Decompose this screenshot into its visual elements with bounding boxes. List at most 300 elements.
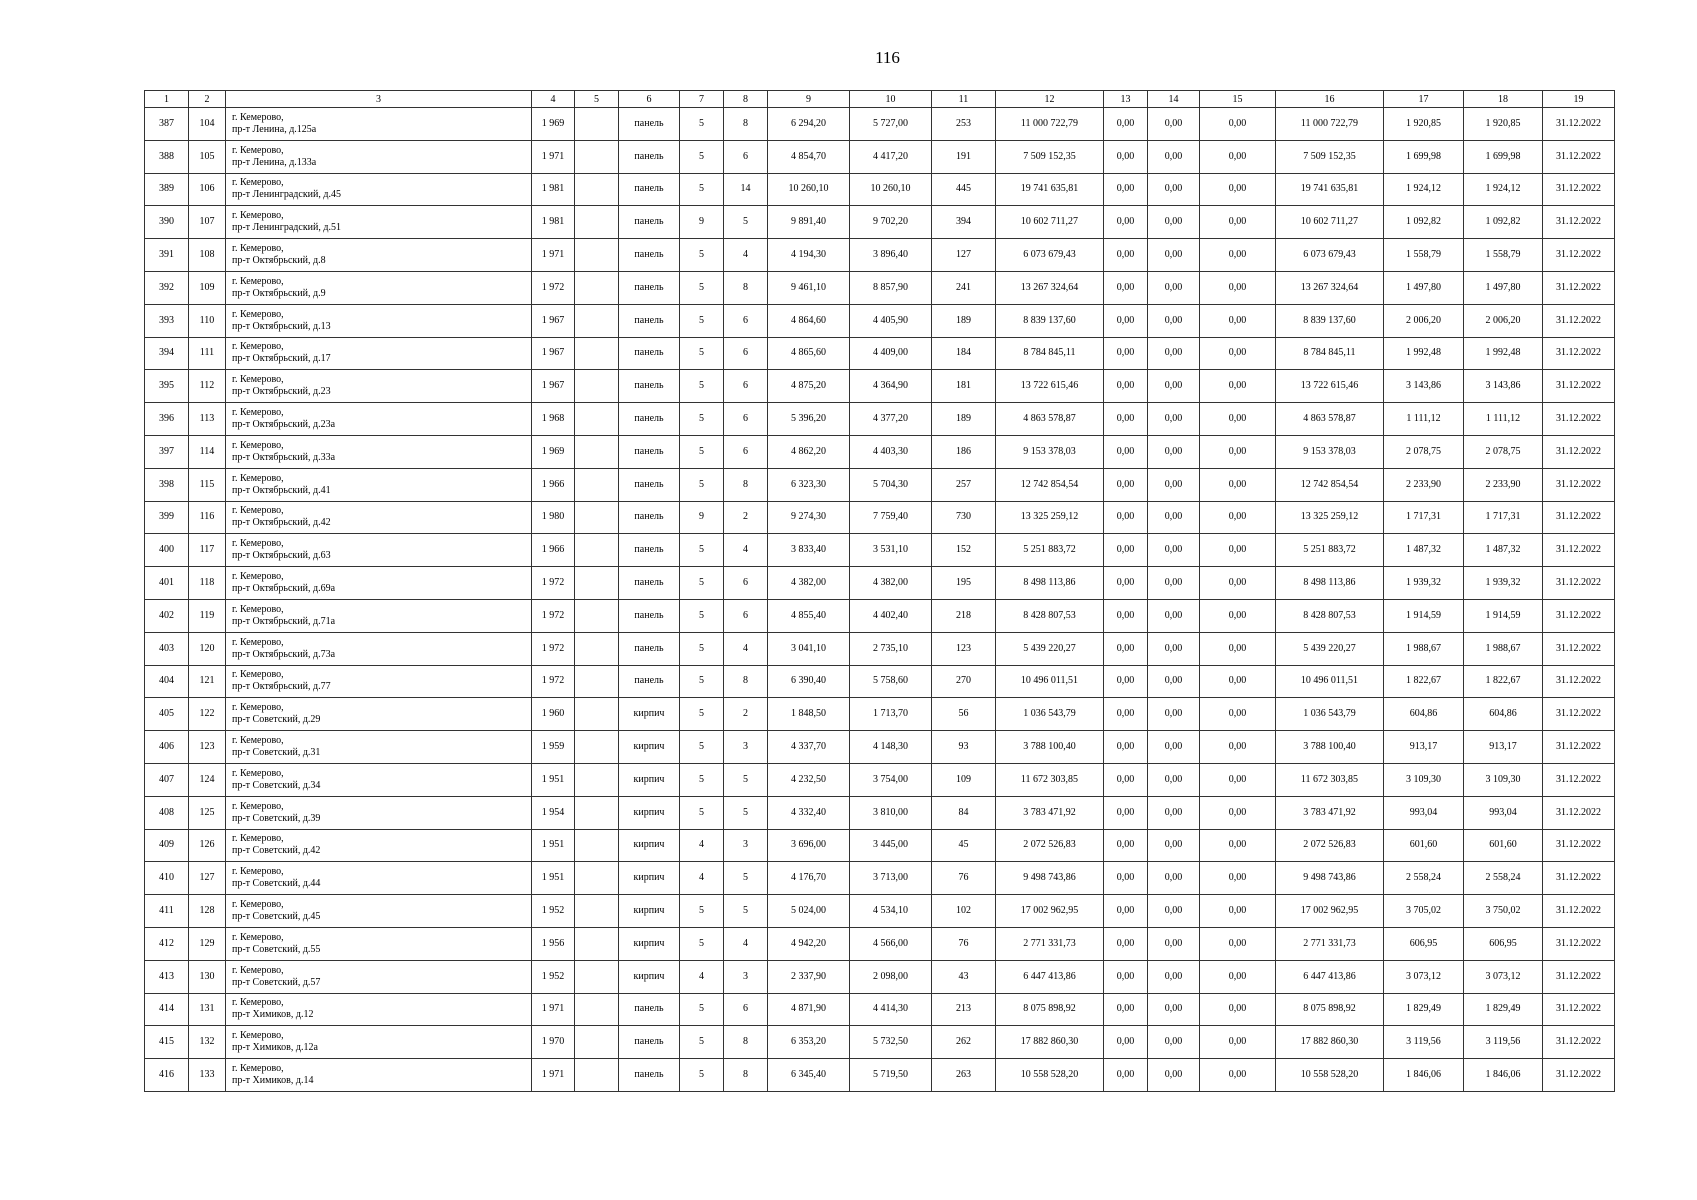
max-cost-per-sqm-cell: 3 073,12 [1464,960,1543,993]
address-city: г. Кемерово, [232,669,284,681]
living-area-cell: 1 713,70 [850,698,932,731]
row-number-cell: 410 [145,862,189,895]
address-street: пр-т Ленинградский, д.51 [232,222,341,234]
address-cell [226,304,532,337]
column-15-cell: 0,00 [1200,304,1276,337]
year-built-cell: 1 954 [532,796,575,829]
address-city: г. Кемерово, [232,571,284,583]
floors-cell: 4 [680,862,724,895]
column-15-cell: 0,00 [1200,140,1276,173]
local-number-cell: 112 [189,370,226,403]
address-cell [226,960,532,993]
total-area-cell: 9 461,10 [768,271,850,304]
column-15-cell: 0,00 [1200,370,1276,403]
residents-cell: 102 [932,895,996,928]
total-cost-cell: 12 742 854,54 [996,468,1104,501]
local-number-cell: 115 [189,468,226,501]
cost-sum-cell: 13 325 259,12 [1276,501,1384,534]
column-header-4: 4 [532,91,575,108]
row-number-cell: 401 [145,567,189,600]
address-cell [226,108,532,141]
year-built-cell: 1 952 [532,895,575,928]
total-area-cell: 4 855,40 [768,599,850,632]
living-area-cell: 5 719,50 [850,1059,932,1092]
total-area-cell: 4 332,40 [768,796,850,829]
max-cost-per-sqm-cell: 3 119,56 [1464,1026,1543,1059]
living-area-cell: 5 727,00 [850,108,932,141]
residents-cell: 189 [932,403,996,436]
address-city: г. Кемерово, [232,931,284,943]
address-street: пр-т Октябрьский, д.73а [232,648,336,660]
entrances-cell: 6 [724,435,768,468]
residents-cell: 263 [932,1059,996,1092]
column-14-cell: 0,00 [1148,271,1200,304]
completion-date-cell: 31.12.2022 [1543,731,1615,764]
column-5-cell [575,173,619,206]
floors-cell: 9 [680,206,724,239]
residents-cell: 213 [932,993,996,1026]
living-area-cell: 9 702,20 [850,206,932,239]
table-row [145,239,1615,272]
wall-material-cell: панель [619,239,680,272]
column-13-cell: 0,00 [1104,665,1148,698]
column-13-cell: 0,00 [1104,993,1148,1026]
row-number-cell: 405 [145,698,189,731]
cost-per-sqm-cell: 1 939,32 [1384,567,1464,600]
total-area-cell: 4 194,30 [768,239,850,272]
table-row [145,140,1615,173]
table-row [145,763,1615,796]
total-area-cell: 9 891,40 [768,206,850,239]
column-14-cell: 0,00 [1148,534,1200,567]
residents-cell: 123 [932,632,996,665]
cost-sum-cell: 8 498 113,86 [1276,567,1384,600]
living-area-cell: 3 531,10 [850,534,932,567]
column-13-cell: 0,00 [1104,271,1148,304]
entrances-cell: 8 [724,468,768,501]
living-area-cell: 10 260,10 [850,173,932,206]
completion-date-cell: 31.12.2022 [1543,501,1615,534]
year-built-cell: 1 981 [532,173,575,206]
column-14-cell: 0,00 [1148,993,1200,1026]
cost-sum-cell: 8 784 845,11 [1276,337,1384,370]
entrances-cell: 6 [724,140,768,173]
total-cost-cell: 6 447 413,86 [996,960,1104,993]
completion-date-cell: 31.12.2022 [1543,370,1615,403]
column-5-cell [575,271,619,304]
address-street: пр-т Химиков, д.12 [232,1009,314,1021]
table-row [145,895,1615,928]
local-number-cell: 123 [189,731,226,764]
living-area-cell: 4 566,00 [850,927,932,960]
address-cell [226,140,532,173]
table-row [145,370,1615,403]
total-area-cell: 4 864,60 [768,304,850,337]
column-15-cell: 0,00 [1200,239,1276,272]
year-built-cell: 1 969 [532,108,575,141]
row-number-cell: 412 [145,927,189,960]
year-built-cell: 1 972 [532,599,575,632]
cost-per-sqm-cell: 3 705,02 [1384,895,1464,928]
column-5-cell [575,1059,619,1092]
cost-per-sqm-cell: 1 924,12 [1384,173,1464,206]
column-header-7: 7 [680,91,724,108]
row-number-cell: 404 [145,665,189,698]
local-number-cell: 118 [189,567,226,600]
wall-material-cell: кирпич [619,960,680,993]
year-built-cell: 1 951 [532,829,575,862]
floors-cell: 5 [680,173,724,206]
address-city: г. Кемерово, [232,472,284,484]
column-13-cell: 0,00 [1104,829,1148,862]
completion-date-cell: 31.12.2022 [1543,271,1615,304]
address-cell [226,927,532,960]
residents-cell: 195 [932,567,996,600]
cost-sum-cell: 3 783 471,92 [1276,796,1384,829]
wall-material-cell: панель [619,206,680,239]
wall-material-cell: панель [619,337,680,370]
cost-per-sqm-cell: 1 092,82 [1384,206,1464,239]
column-header-14: 14 [1148,91,1200,108]
residents-cell: 76 [932,862,996,895]
local-number-cell: 105 [189,140,226,173]
column-15-cell: 0,00 [1200,468,1276,501]
column-15-cell: 0,00 [1200,534,1276,567]
address-city: г. Кемерово, [232,210,284,222]
completion-date-cell: 31.12.2022 [1543,534,1615,567]
column-header-10: 10 [850,91,932,108]
address-city: г. Кемерово, [232,636,284,648]
address-cell [226,665,532,698]
address-cell [226,895,532,928]
column-header-15: 15 [1200,91,1276,108]
total-area-cell: 4 854,70 [768,140,850,173]
wall-material-cell: панель [619,403,680,436]
address-street: пр-т Химиков, д.14 [232,1075,314,1086]
column-14-cell: 0,00 [1148,370,1200,403]
address-cell [226,567,532,600]
address-street: пр-т Советский, д.44 [232,878,321,890]
year-built-cell: 1 980 [532,501,575,534]
address-city: г. Кемерово, [232,1063,284,1074]
total-cost-cell: 8 075 898,92 [996,993,1104,1026]
table-row [145,337,1615,370]
living-area-cell: 4 405,90 [850,304,932,337]
address-street: пр-т Ленина, д.125а [232,123,317,135]
column-5-cell [575,665,619,698]
column-15-cell: 0,00 [1200,108,1276,141]
floors-cell: 5 [680,1059,724,1092]
total-area-cell: 4 875,20 [768,370,850,403]
table-row [145,108,1615,141]
max-cost-per-sqm-cell: 1 920,85 [1464,108,1543,141]
address-cell [226,370,532,403]
living-area-cell: 4 402,40 [850,599,932,632]
row-number-cell: 388 [145,140,189,173]
total-cost-cell: 3 788 100,40 [996,731,1104,764]
year-built-cell: 1 972 [532,665,575,698]
local-number-cell: 107 [189,206,226,239]
address-street: пр-т Советский, д.42 [232,845,321,857]
address-street: пр-т Октябрьский, д.23 [232,386,331,398]
address-street: пр-т Октябрьский, д.13 [232,320,331,332]
row-number-cell: 415 [145,1026,189,1059]
address-city: г. Кемерово, [232,439,284,451]
entrances-cell: 6 [724,993,768,1026]
column-14-cell: 0,00 [1148,206,1200,239]
column-15-cell: 0,00 [1200,632,1276,665]
row-number-cell: 387 [145,108,189,141]
residents-cell: 394 [932,206,996,239]
wall-material-cell: панель [619,534,680,567]
address-street: пр-т Химиков, д.12а [232,1042,318,1054]
completion-date-cell: 31.12.2022 [1543,632,1615,665]
address-cell [226,435,532,468]
completion-date-cell: 31.12.2022 [1543,173,1615,206]
column-14-cell: 0,00 [1148,501,1200,534]
entrances-cell: 6 [724,567,768,600]
table-row [145,271,1615,304]
entrances-cell: 8 [724,108,768,141]
total-cost-cell: 17 882 860,30 [996,1026,1104,1059]
column-13-cell: 0,00 [1104,632,1148,665]
total-area-cell: 6 390,40 [768,665,850,698]
address-cell [226,1059,532,1092]
wall-material-cell: кирпич [619,895,680,928]
column-14-cell: 0,00 [1148,468,1200,501]
column-5-cell [575,435,619,468]
column-13-cell: 0,00 [1104,731,1148,764]
table-row [145,501,1615,534]
total-area-cell: 4 942,20 [768,927,850,960]
max-cost-per-sqm-cell: 1 092,82 [1464,206,1543,239]
column-15-cell: 0,00 [1200,501,1276,534]
cost-per-sqm-cell: 604,86 [1384,698,1464,731]
address-cell [226,796,532,829]
address-city: г. Кемерово, [232,374,284,386]
total-area-cell: 3 833,40 [768,534,850,567]
completion-date-cell: 31.12.2022 [1543,927,1615,960]
cost-per-sqm-cell: 1 717,31 [1384,501,1464,534]
table-row [145,1026,1615,1059]
total-cost-cell: 10 602 711,27 [996,206,1104,239]
local-number-cell: 130 [189,960,226,993]
entrances-cell: 8 [724,1059,768,1092]
table-row [145,206,1615,239]
living-area-cell: 5 704,30 [850,468,932,501]
table-row [145,927,1615,960]
wall-material-cell: кирпич [619,829,680,862]
address-city: г. Кемерово, [232,800,284,812]
cost-sum-cell: 10 602 711,27 [1276,206,1384,239]
residents-cell: 56 [932,698,996,731]
year-built-cell: 1 971 [532,140,575,173]
local-number-cell: 116 [189,501,226,534]
residents-cell: 218 [932,599,996,632]
column-5-cell [575,337,619,370]
column-15-cell: 0,00 [1200,1059,1276,1092]
page-number: 116 [875,48,900,67]
column-13-cell: 0,00 [1104,763,1148,796]
column-header-17: 17 [1384,91,1464,108]
local-number-cell: 110 [189,304,226,337]
entrances-cell: 6 [724,304,768,337]
address-city: г. Кемерово, [232,1030,284,1042]
completion-date-cell: 31.12.2022 [1543,337,1615,370]
cost-per-sqm-cell: 601,60 [1384,829,1464,862]
total-cost-cell: 9 498 743,86 [996,862,1104,895]
column-15-cell: 0,00 [1200,271,1276,304]
table-row [145,567,1615,600]
column-5-cell [575,796,619,829]
wall-material-cell: панель [619,271,680,304]
wall-material-cell: панель [619,1059,680,1092]
address-street: пр-т Советский, д.39 [232,812,321,824]
row-number-cell: 402 [145,599,189,632]
column-header-2: 2 [189,91,226,108]
floors-cell: 5 [680,239,724,272]
cost-sum-cell: 12 742 854,54 [1276,468,1384,501]
row-number-cell: 400 [145,534,189,567]
table-row [145,796,1615,829]
year-built-cell: 1 969 [532,435,575,468]
total-cost-cell: 11 672 303,85 [996,763,1104,796]
table-row [145,435,1615,468]
total-area-cell: 6 353,20 [768,1026,850,1059]
table-body [145,108,1615,1092]
floors-cell: 4 [680,960,724,993]
address-street: пр-т Октябрьский, д.8 [232,255,326,267]
address-cell [226,501,532,534]
floors-cell: 5 [680,403,724,436]
address-city: г. Кемерово, [232,407,284,419]
wall-material-cell: панель [619,140,680,173]
total-cost-cell: 13 325 259,12 [996,501,1104,534]
entrances-cell: 6 [724,337,768,370]
floors-cell: 5 [680,895,724,928]
completion-date-cell: 31.12.2022 [1543,698,1615,731]
column-15-cell: 0,00 [1200,173,1276,206]
cost-sum-cell: 11 000 722,79 [1276,108,1384,141]
column-13-cell: 0,00 [1104,534,1148,567]
column-14-cell: 0,00 [1148,829,1200,862]
row-number-cell: 389 [145,173,189,206]
address-cell [226,862,532,895]
entrances-cell: 4 [724,632,768,665]
total-area-cell: 4 865,60 [768,337,850,370]
completion-date-cell: 31.12.2022 [1543,304,1615,337]
cost-per-sqm-cell: 1 988,67 [1384,632,1464,665]
row-number-cell: 409 [145,829,189,862]
wall-material-cell: кирпич [619,862,680,895]
column-14-cell: 0,00 [1148,173,1200,206]
address-city: г. Кемерово, [232,144,284,156]
column-header-8: 8 [724,91,768,108]
local-number-cell: 106 [189,173,226,206]
address-street: пр-т Ленинградский, д.45 [232,189,341,201]
column-5-cell [575,927,619,960]
total-area-cell: 6 323,30 [768,468,850,501]
cost-per-sqm-cell: 3 143,86 [1384,370,1464,403]
column-header-12: 12 [996,91,1104,108]
address-street: пр-т Ленина, д.133а [232,156,317,168]
living-area-cell: 3 810,00 [850,796,932,829]
column-15-cell: 0,00 [1200,862,1276,895]
wall-material-cell: кирпич [619,763,680,796]
cost-per-sqm-cell: 993,04 [1384,796,1464,829]
column-header-9: 9 [768,91,850,108]
column-5-cell [575,731,619,764]
cost-sum-cell: 4 863 578,87 [1276,403,1384,436]
living-area-cell: 3 713,00 [850,862,932,895]
address-city: г. Кемерово, [232,833,284,845]
address-cell [226,731,532,764]
cost-sum-cell: 11 672 303,85 [1276,763,1384,796]
cost-sum-cell: 13 267 324,64 [1276,271,1384,304]
year-built-cell: 1 966 [532,468,575,501]
column-13-cell: 0,00 [1104,239,1148,272]
entrances-cell: 6 [724,599,768,632]
column-14-cell: 0,00 [1148,698,1200,731]
row-number-cell: 408 [145,796,189,829]
max-cost-per-sqm-cell: 913,17 [1464,731,1543,764]
row-number-cell: 390 [145,206,189,239]
address-street: пр-т Октябрьский, д.71а [232,615,336,627]
column-header-13: 13 [1104,91,1148,108]
cost-per-sqm-cell: 1 497,80 [1384,271,1464,304]
column-13-cell: 0,00 [1104,501,1148,534]
residents-cell: 262 [932,1026,996,1059]
entrances-cell: 2 [724,698,768,731]
total-area-cell: 5 024,00 [768,895,850,928]
living-area-cell: 4 364,90 [850,370,932,403]
column-14-cell: 0,00 [1148,304,1200,337]
max-cost-per-sqm-cell: 2 078,75 [1464,435,1543,468]
address-cell [226,599,532,632]
floors-cell: 5 [680,271,724,304]
column-15-cell: 0,00 [1200,895,1276,928]
address-cell [226,763,532,796]
column-13-cell: 0,00 [1104,927,1148,960]
column-14-cell: 0,00 [1148,599,1200,632]
max-cost-per-sqm-cell: 1 111,12 [1464,403,1543,436]
completion-date-cell: 31.12.2022 [1543,108,1615,141]
cost-sum-cell: 17 002 962,95 [1276,895,1384,928]
column-13-cell: 0,00 [1104,435,1148,468]
cost-sum-cell: 9 153 378,03 [1276,435,1384,468]
address-city: г. Кемерово, [232,735,284,747]
total-cost-cell: 5 251 883,72 [996,534,1104,567]
column-14-cell: 0,00 [1148,435,1200,468]
max-cost-per-sqm-cell: 606,95 [1464,927,1543,960]
total-cost-cell: 11 000 722,79 [996,108,1104,141]
address-city: г. Кемерово, [232,308,284,320]
residents-cell: 445 [932,173,996,206]
floors-cell: 5 [680,337,724,370]
max-cost-per-sqm-cell: 993,04 [1464,796,1543,829]
residents-cell: 189 [932,304,996,337]
row-number-cell: 399 [145,501,189,534]
total-area-cell: 2 337,90 [768,960,850,993]
cost-sum-cell: 5 251 883,72 [1276,534,1384,567]
row-number-cell: 392 [145,271,189,304]
address-city: г. Кемерово, [232,111,284,123]
floors-cell: 5 [680,468,724,501]
residents-cell: 253 [932,108,996,141]
total-area-cell: 6 345,40 [768,1059,850,1092]
row-number-cell: 398 [145,468,189,501]
year-built-cell: 1 971 [532,993,575,1026]
